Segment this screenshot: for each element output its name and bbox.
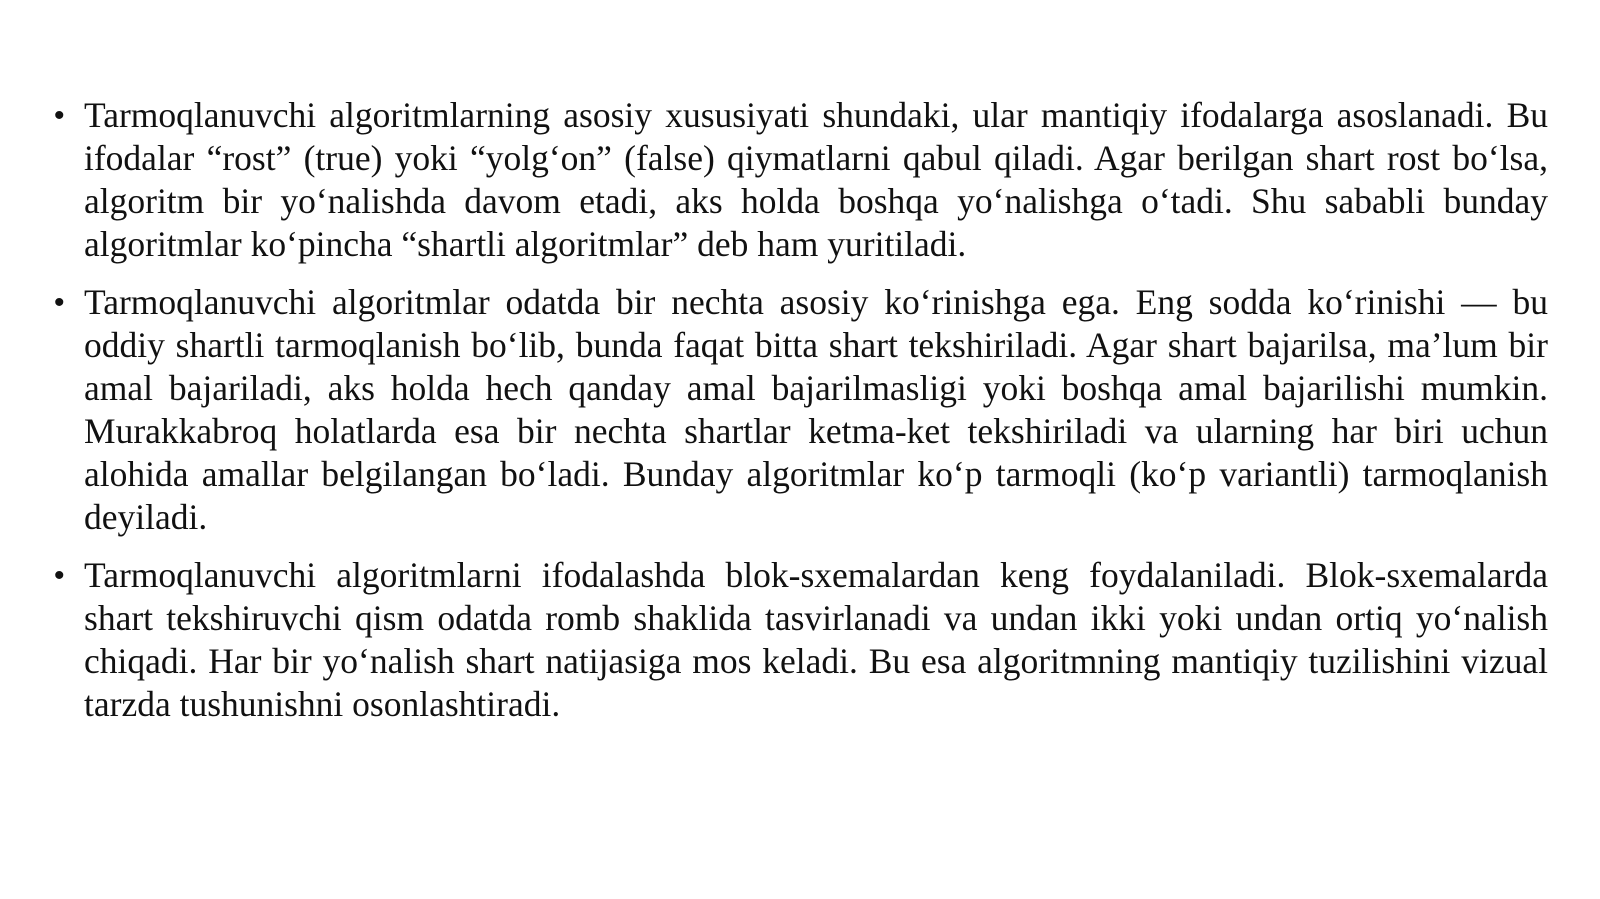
bullet-text: Tarmoqlanuvchi algoritmlarning asosiy xususiyati shundaki, ular mantiqiy ifodalarga asoslanadi. Bu ifodalar “rost” (true) yoki “yolg‘on” (false) qiymatlarni qabul qiladi. Agar berilgan shart rost bo‘lsa, algoritm bir yo‘nalishda davom etadi, aks holda boshqa yo‘nalishga o‘tadi. Shu sababli bunday algoritmlar ko‘pincha “shartli algoritmlar” deb ham yuritiladi. bbox=[84, 95, 1548, 264]
bullet-item bbox=[54, 281, 1548, 539]
bullet-list bbox=[54, 94, 1548, 726]
bullet-item bbox=[54, 94, 1548, 266]
bullet-text: Tarmoqlanuvchi algoritmlar odatda bir nechta asosiy ko‘rinishga ega. Eng sodda ko‘rinishi — bu oddiy shartli tarmoqlanish bo‘lib, bunda faqat bitta shart tekshiriladi. Agar shart bajarilsa, ma’lum bir amal bajariladi, aks holda hech qanday amal bajarilmasligi yoki boshqa amal bajarilishi mumkin. Murakkabroq holatlarda esa bir nechta shartlar ketma-ket tekshiriladi va ularning har biri uchun alohida amallar belgilangan bo‘ladi. Bunday algoritmlar ko‘p tarmoqli (ko‘p variantli) tarmoqlanish deyiladi. bbox=[84, 282, 1548, 537]
slide-body bbox=[54, 94, 1548, 741]
bullet-dot-icon: • bbox=[54, 559, 65, 592]
bullet-dot-icon: • bbox=[54, 99, 65, 132]
bullet-text: Tarmoqlanuvchi algoritmlarni ifodalashda blok-sxemalardan keng foydalaniladi. Blok-sxemalarda shart tekshiruvchi qism odatda romb shaklida tasvirlanadi va undan ikki yoki undan ortiq yo‘nalish chiqadi. Har bir yo‘nalish shart natijasiga mos keladi. Bu esa algoritmning mantiqiy tuzilishini vizual tarzda tushunishni osonlashtiradi. bbox=[84, 555, 1548, 724]
bullet-dot-icon: • bbox=[54, 286, 65, 319]
bullet-item bbox=[54, 554, 1548, 726]
